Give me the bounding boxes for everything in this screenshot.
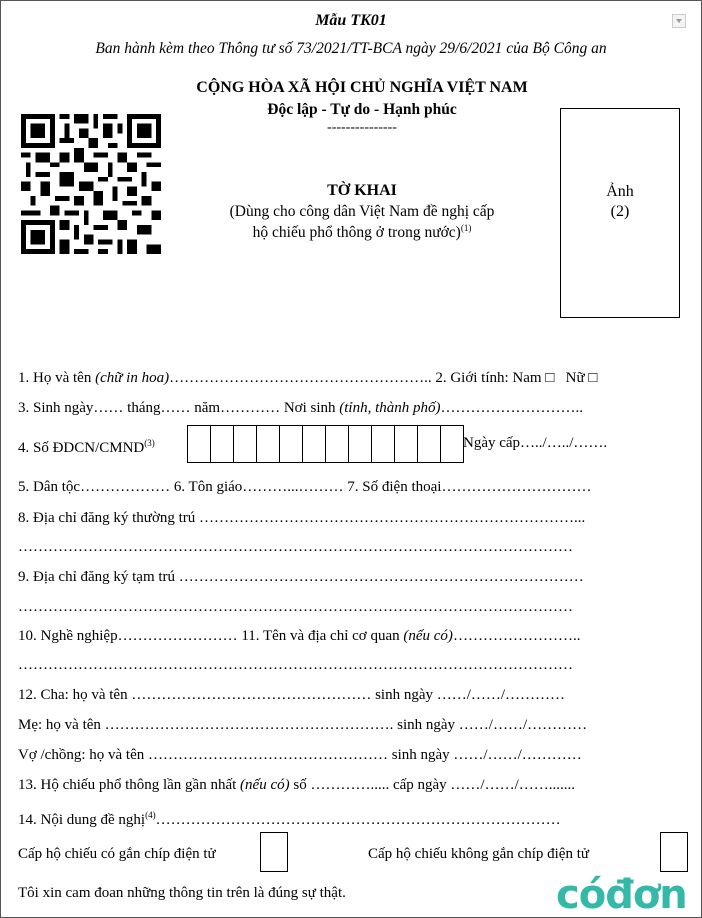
- option-nochip-label: Cấp hộ chiếu không gắn chíp điện tử: [368, 846, 590, 862]
- photo-label: Ảnh: [606, 183, 634, 200]
- field-1-name-gender: 1. Họ và tên (chữ in hoa)…………………………………………….. 2. Giới tính: Nam □ Nữ □: [18, 370, 598, 386]
- field-11-line-2: …………………………………………………………………………………………………: [18, 657, 573, 673]
- option-chip-label: Cấp hộ chiếu có gắn chíp điện tử: [18, 846, 216, 862]
- gender-male-checkbox[interactable]: □: [545, 370, 555, 386]
- field-3-birth: 3. Sinh ngày…… tháng…… năm………… Nơi sinh (tỉnh, thành phố)………………………..: [18, 400, 584, 416]
- option-chip-checkbox[interactable]: [260, 832, 288, 872]
- field-12-spouse: Vợ /chồng: họ và tên ………………………………………… sinh ngày ……/……/…………: [18, 747, 582, 763]
- issued-by: Ban hành kèm theo Thông tư số 73/2021/TT-BCA ngày 29/6/2021 của Bộ Công an: [95, 40, 607, 57]
- field-4-id-label: 4. Số ĐDCN/CMND$^{(3)}$: [18, 438, 155, 456]
- field-12-mother: Mẹ: họ và tên …………………………………………………. sinh ngày ……/……/…………: [18, 717, 588, 733]
- field-10-11-occupation: 10. Nghề nghiệp…………………… 11. Tên và địa chỉ cơ quan (nếu có)……………………..: [18, 628, 581, 644]
- field-9-line-2: …………………………………………………………………………………………………: [18, 599, 573, 615]
- codon-logo-watermark: cóđơn: [556, 872, 687, 918]
- photo-note: (2): [610, 203, 630, 220]
- gender-female-checkbox[interactable]: □: [588, 370, 598, 386]
- motto: Độc lập - Tự do - Hạnh phúc: [267, 101, 457, 118]
- form-title: TỜ KHAI: [327, 182, 397, 199]
- qr-code-icon: [20, 114, 162, 254]
- field-12-father: 12. Cha: họ và tên ………………………………………… sinh ngày ……/……/…………: [18, 687, 566, 703]
- id-number-boxes[interactable]: [187, 425, 463, 463]
- separator: ---------------: [327, 120, 397, 135]
- nation-title: CỘNG HÒA XÃ HỘI CHỦ NGHĨA VIỆT NAM: [196, 79, 528, 96]
- field-13-last-passport: 13. Hộ chiếu phổ thông lần gần nhất (nếu có) số …………..... cấp ngày ……/……/…….......: [18, 777, 576, 793]
- field-8-line-2: …………………………………………………………………………………………………: [18, 539, 573, 555]
- field-14-request: 14. Nội dung đề nghị$^{(4)}$………………………………………………………………………: [18, 810, 561, 828]
- field-5-7: 5. Dân tộc……………… 6. Tôn giáo………...……… 7. Số điện thoại…………………………: [18, 479, 592, 495]
- form-subtitle-1: (Dùng cho công dân Việt Nam đề nghị cấp: [229, 203, 495, 220]
- option-nochip-checkbox[interactable]: [660, 832, 688, 872]
- field-9-temporary-address: 9. Địa chỉ đăng ký tạm trú ………………………………………………………………………: [18, 569, 584, 585]
- form-code: Mẫu TK01: [315, 12, 387, 29]
- form-subtitle-2: hộ chiếu phổ thông ở trong nước)$^{(1)}$: [252, 223, 472, 242]
- id-issue-date: Ngày cấp…../…../…….: [463, 435, 608, 451]
- field-8-permanent-address: 8. Địa chỉ đăng ký thường trú …………………………………………………………………...: [18, 510, 586, 526]
- declaration: Tôi xin cam đoan những thông tin trên là đúng sự thật.: [18, 885, 346, 901]
